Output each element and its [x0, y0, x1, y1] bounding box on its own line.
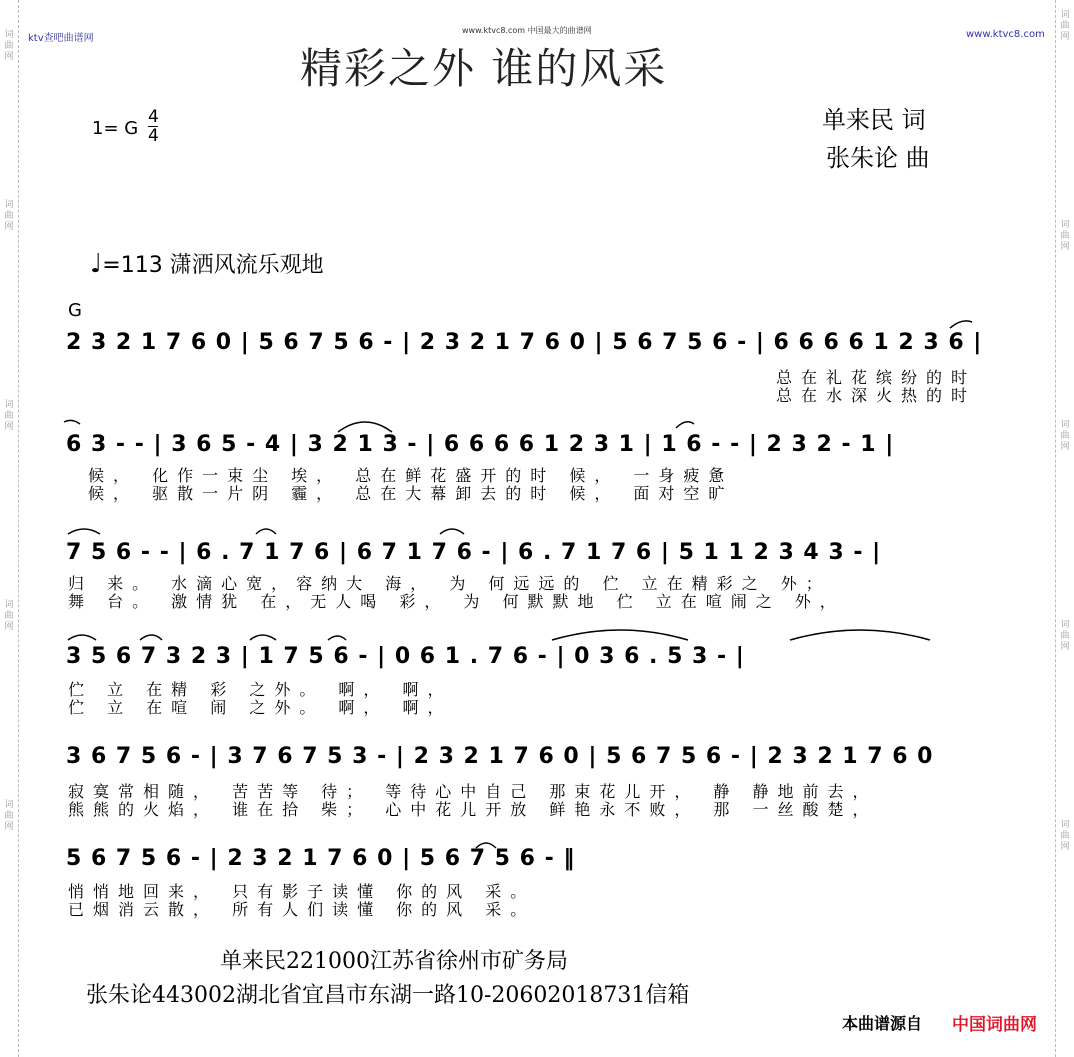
- right-watermark-strip: [1055, 0, 1074, 1057]
- notation-row-4: 3 5 6 7 3 2 3 | 1 7 5 6 - | 0 6 1 . 7 6 - | 0 3 6 . 5 3 - |: [66, 644, 745, 669]
- notation-row-5: 3 6 7 5 6 - | 3 7 6 7 5 3 - | 2 3 2 1 7 6 0 | 5 6 7 5 6 - | 2 3 2 1 7 6 0: [66, 744, 934, 769]
- lyric-row-6-verse-1: 悄悄地回来， 只有影子读懂 你的风 采。: [68, 882, 536, 901]
- chord-symbol: G: [68, 300, 82, 321]
- tempo-marking: [90, 248, 324, 279]
- notation-row-2: 6 3 - - | 3 6 5 - 4 | 3 2 1 3 - | 6 6 6 6 1 2 3 1 | 1 6 - - | 2 3 2 - 1 |: [66, 432, 895, 457]
- composer-address: 张朱论443002湖北省宜昌市东湖一路10-20602018731信箱: [86, 983, 690, 1008]
- right-site-link[interactable]: www.ktvc8.com: [966, 29, 1045, 40]
- lyric-row-6-verse-2: 已烟消云散， 所有人们读懂 你的风 采。: [68, 900, 536, 919]
- watermark-left-4: 词曲网: [4, 600, 14, 632]
- watermark-right-1: 词曲网: [1060, 10, 1070, 42]
- left-watermark-strip: [0, 0, 19, 1057]
- composer-credit: 张朱论 曲: [826, 144, 930, 172]
- watermark-right-2: 词曲网: [1060, 220, 1070, 252]
- top-center-note: www.ktvc8.com 中国最大的曲谱网: [462, 26, 592, 35]
- notation-row-3: 7 5 6 - - | 6 . 7 1 7 6 | 6 7 1 7 6 - | 6 . 7 1 7 6 | 5 1 1 2 3 4 3 - |: [66, 540, 882, 565]
- source-label: 本曲谱源自: [842, 1014, 923, 1033]
- key-signature: 1= G: [92, 118, 139, 139]
- watermark-right-5: 词曲网: [1060, 820, 1070, 852]
- notation-row-1: 2 3 2 1 7 6 0 | 5 6 7 5 6 - | 2 3 2 1 7 6 0 | 5 6 7 5 6 - | 6 6 6 6 1 2 3 6 |: [66, 330, 983, 355]
- lyric-row-2-verse-2: 候， 驱散一片阴 霾， 总在大幕卸去的时 候， 面对空旷: [88, 484, 734, 503]
- watermark-left-3: 词曲网: [4, 400, 14, 432]
- source-site-link[interactable]: 中国词曲网: [952, 1015, 1037, 1035]
- lyric-row-4-verse-2: 伫 立 在喧 闹 之外。 啊， 啊，: [68, 698, 453, 717]
- lyricist-credit: 单来民 词: [822, 106, 926, 134]
- notation-row-6: 5 6 7 5 6 - | 2 3 2 1 7 6 0 | 5 6 7 5 6 - ‖: [66, 846, 576, 871]
- watermark-right-3: 词曲网: [1060, 420, 1070, 452]
- song-title: 精彩之外 谁的风采: [300, 44, 668, 93]
- time-signature: [148, 108, 158, 145]
- watermark-left-2: 词曲网: [4, 200, 14, 232]
- watermark-right-4: 词曲网: [1060, 620, 1070, 652]
- lyricist-address: 单来民221000江苏省徐州市矿务局: [220, 949, 568, 974]
- lyric-row-5-verse-2: 熊熊的火焰， 谁在拾 柴； 心中花儿开放 鲜艳永不败， 那 一丝酸楚，: [68, 800, 878, 819]
- watermark-left-1: 词曲网: [4, 30, 14, 62]
- time-sig-bottom: 4: [148, 126, 159, 146]
- watermark-left-5: 词曲网: [4, 800, 14, 832]
- lyric-row-3-verse-1: 归 来。 水滴心宽，容纳大 海， 为 何远远的 伫 立在精彩之 外；: [68, 574, 831, 593]
- lyric-row-4-verse-1: 伫 立 在精 彩 之外。 啊， 啊，: [68, 680, 453, 699]
- lyric-row-1-verse-2: 总在水深火热的时: [776, 386, 977, 405]
- left-site-link[interactable]: ktv查吧曲谱网: [28, 33, 94, 44]
- tempo-text: =113 潇洒风流乐观地: [102, 253, 324, 278]
- lyric-row-5-verse-1: 寂寞常相随， 苦苦等 待； 等待心中自己 那束花儿开， 静 静地前去，: [68, 782, 878, 801]
- lyric-row-2-verse-1: 候， 化作一束尘 埃， 总在鲜花盛开的时 候， 一身疲惫: [88, 466, 734, 485]
- lyric-row-1-verse-1: 总在礼花缤纷的时: [776, 368, 977, 387]
- quarter-note-icon: ♩: [90, 249, 103, 279]
- time-sig-top: 4: [148, 107, 159, 127]
- lyric-row-3-verse-2: 舞 台。 激情犹 在，无人喝 彩， 为 何默默地 伫 立在喧闹之 外，: [68, 592, 845, 611]
